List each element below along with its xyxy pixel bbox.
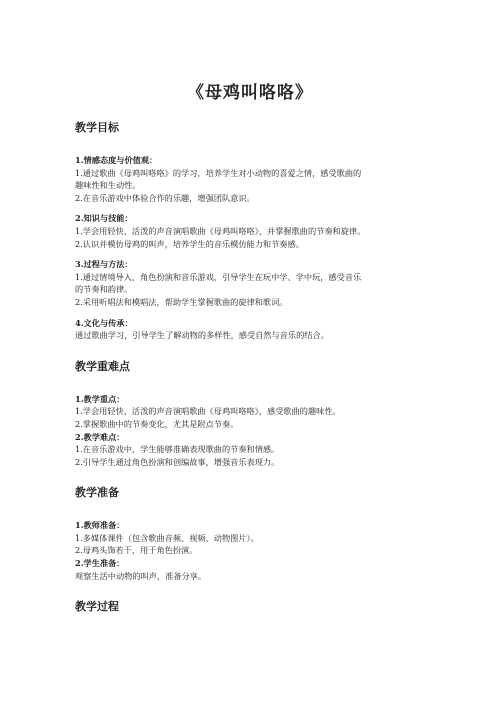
prep-teacher-title: 1.教师准备： xyxy=(75,520,125,531)
prep-teacher-line-1: 1.多媒体课件（包含歌曲音频、视频、动物图片）。 xyxy=(75,532,259,543)
goals-emotion-line-2: 趣味性和生动性。 xyxy=(75,180,141,191)
goals-skills-line-2: 2.认识并模仿母鸡的叫声，培养学生的音乐模仿能力和节奏感。 xyxy=(75,238,304,249)
document-body xyxy=(75,120,435,614)
goals-process-line-2: 的节奏和韵律。 xyxy=(75,284,133,295)
section-heading-goals: 教学目标 xyxy=(75,121,119,134)
keypoints-difficulty-title: 2.教学难点： xyxy=(75,431,125,442)
goals-process-title: 3.过程与方法： xyxy=(75,259,133,270)
goals-emotion-line-1: 1.通过歌曲《母鸡叫咯咯》的学习，培养学生对小动物的喜爱之情，感受歌曲的 xyxy=(75,167,362,178)
keypoints-difficulty-line-2: 2.引导学生通过角色扮演和创编故事，增强音乐表现力。 xyxy=(75,456,280,467)
goals-skills-title: 2.知识与技能： xyxy=(75,213,133,224)
keypoints-focus-title: 1.教学重点： xyxy=(75,393,125,404)
prep-teacher-line-2: 2.母鸡头饰若干，用于角色扮演。 xyxy=(75,545,198,556)
section-heading-keypoints: 教学重难点 xyxy=(75,359,130,373)
section-heading-process: 教学过程 xyxy=(75,600,119,614)
keypoints-focus-line-1: 1.学会用轻快、活泼的声音演唱歌曲《母鸡叫咯咯》，感受歌曲的趣味性。 xyxy=(75,406,341,417)
document-title: 《母鸡叫咯咯》 xyxy=(187,83,313,103)
prep-student-line-1: 观察生活中动物的叫声，准备分享。 xyxy=(75,570,207,581)
section-heading-prep: 教学准备 xyxy=(75,486,119,500)
goals-emotion-line-3: 2.在音乐游戏中体验合作的乐趣，增强团队意识。 xyxy=(75,192,255,203)
goals-process-line-1: 1.通过情境导入、角色扮演和音乐游戏，引导学生在玩中学、学中玩，感受音乐 xyxy=(75,271,362,282)
goals-culture-line-1: 通过歌曲学习，引导学生了解动物的多样性，感受自然与音乐的结合。 xyxy=(75,330,329,341)
keypoints-focus-line-2: 2.掌握歌曲中的节奏变化，尤其是附点节奏。 xyxy=(75,418,239,429)
goals-emotion-title: 1.情感态度与价值观： xyxy=(75,155,158,165)
prep-student-title: 2.学生准备： xyxy=(75,558,125,569)
keypoints-difficulty-line-1: 1.在音乐游戏中，学生能够准确表现歌曲的节奏和情感。 xyxy=(75,444,280,455)
goals-culture-title: 4.文化与传承： xyxy=(75,317,133,328)
goals-skills-line-1: 1.学会用轻快、活泼的声音演唱歌曲《母鸡叫咯咯》，并掌握歌曲的节奏和旋律。 xyxy=(75,225,366,236)
goals-process-line-3: 2.采用听唱法和模唱法，帮助学生掌握歌曲的旋律和歌词。 xyxy=(75,296,288,307)
